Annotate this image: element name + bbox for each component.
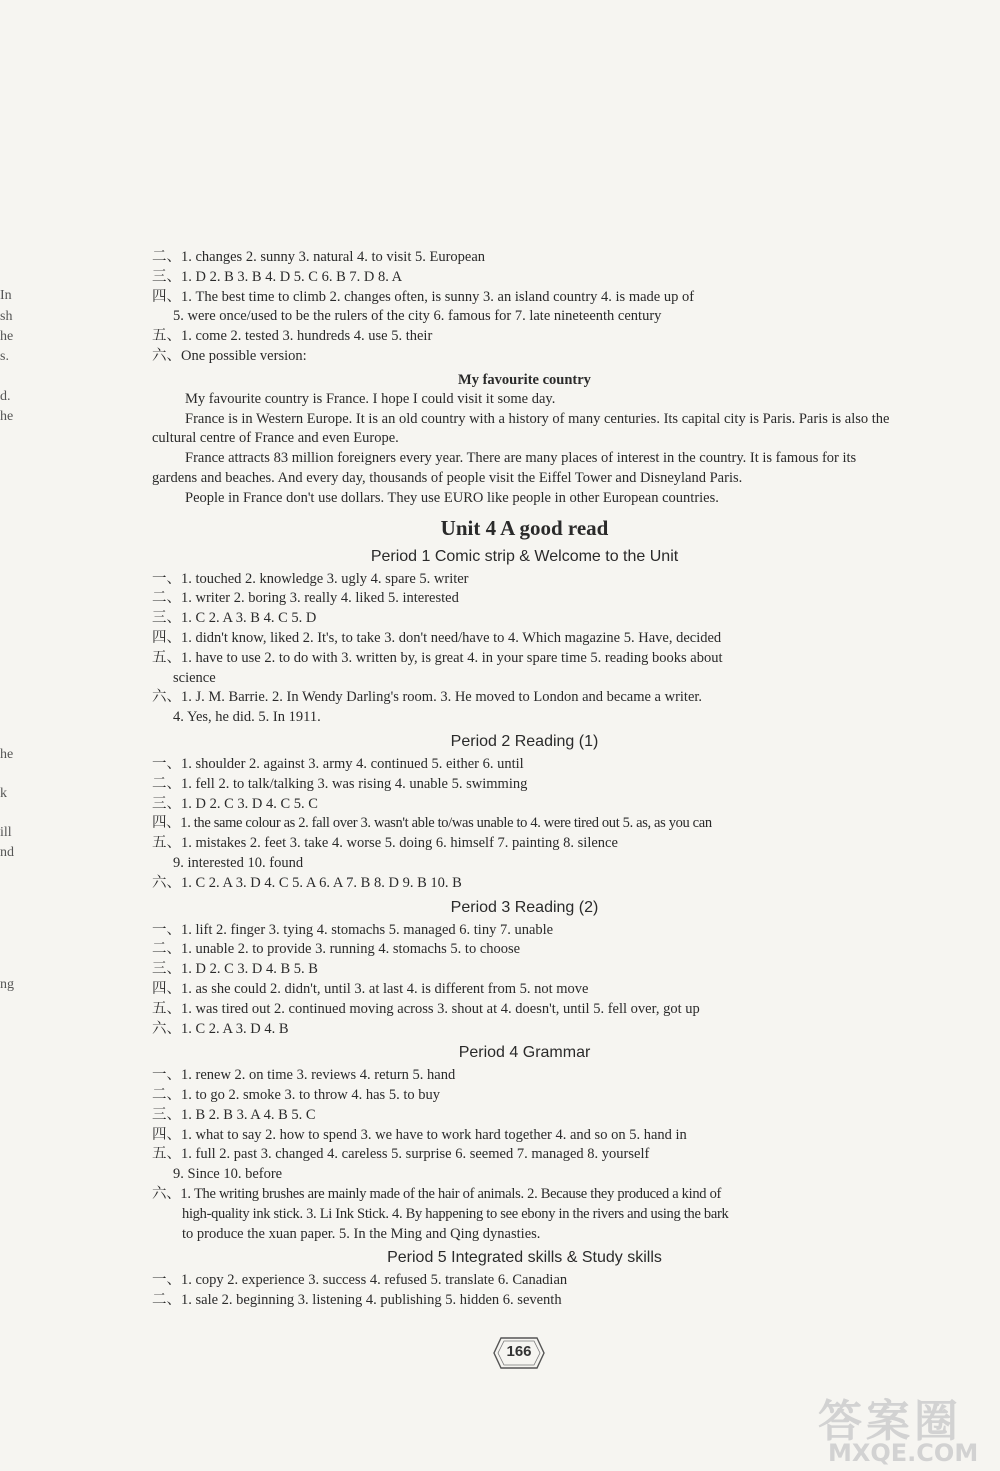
answer-line: 4. Yes, he did. 5. In 1911. <box>173 709 321 726</box>
answer-line: 六、1. J. M. Barrie. 2. In Wendy Darling's room. 3. He moved to London and became a writer. <box>152 689 703 706</box>
edge-fragment: sh <box>0 309 13 324</box>
answer-line: 三、1. D 2. C 3. D 4. B 5. B <box>152 961 318 978</box>
essay-title: My favourite country <box>458 371 591 388</box>
answer-page <box>152 248 897 1311</box>
answer-line: to produce the xuan paper. 5. In the Ming and Qing dynasties. <box>182 1225 541 1242</box>
watermark-logo: 答案圈 <box>818 1396 962 1447</box>
essay-paragraph: People in France don't use dollars. They use EURO like people in other European countries. <box>185 489 719 506</box>
period-2 <box>152 730 897 894</box>
answer-line: 三、1. D 2. B 3. B 4. D 5. C 6. B 7. D 8. A <box>152 268 403 285</box>
answer-line: 三、1. D 2. C 3. D 4. C 5. C <box>152 795 318 812</box>
answer-line: 二、1. to go 2. smoke 3. to throw 4. has 5. to buy <box>152 1087 440 1104</box>
edge-fragment: ill <box>0 825 12 840</box>
answer-line: 一、1. shoulder 2. against 3. army 4. continued 5. either 6. until <box>152 755 524 772</box>
answer-line: 二、1. fell 2. to talk/talking 3. was rising 4. unable 5. swimming <box>152 775 528 792</box>
answer-line: 二、1. writer 2. boring 3. really 4. liked 5. interested <box>152 590 459 607</box>
answer-line: high-quality ink stick. 3. Li Ink Stick. 4. By happening to see ebony in the rivers and using the bark <box>182 1205 729 1222</box>
essay <box>152 371 897 509</box>
answer-line: 五、1. come 2. tested 3. hundreds 4. use 5. their <box>152 328 433 345</box>
period-heading: Period 5 Integrated skills & Study skills <box>387 1249 662 1267</box>
answer-line: 六、One possible version: <box>152 347 307 364</box>
page-number: 166 <box>506 1343 532 1360</box>
section-a <box>152 248 897 367</box>
edge-fragment: he <box>0 329 14 344</box>
edge-fragment: In <box>0 288 12 303</box>
answer-line: 一、1. touched 2. knowledge 3. ugly 4. spare 5. writer <box>152 570 469 587</box>
watermark-url: MXQE.COM <box>828 1439 979 1467</box>
period-heading: Period 1 Comic strip & Welcome to the Unit <box>370 547 679 565</box>
answer-line: 一、1. renew 2. on time 3. reviews 4. return 5. hand <box>152 1067 456 1084</box>
answer-line: science <box>173 669 216 686</box>
edge-fragment: k <box>0 786 7 801</box>
period-heading: Period 3 Reading (2) <box>450 898 599 916</box>
answer-line: 二、1. unable 2. to provide 3. running 4. stomachs 5. to choose <box>152 941 521 958</box>
period-5 <box>152 1246 897 1311</box>
answer-line: 四、1. the same colour as 2. fall over 3. wasn't able to/was unable to 4. were tired out 5. as, as you can <box>152 815 712 832</box>
answer-line: 四、1. The best time to climb 2. changes often, is sunny 3. an island country 4. is made up of <box>152 288 695 305</box>
answer-line: 一、1. lift 2. finger 3. tying 4. stomachs 5. managed 6. tiny 7. unable <box>152 921 554 938</box>
answer-line: 二、1. sale 2. beginning 3. listening 4. publishing 5. hidden 6. seventh <box>152 1292 562 1309</box>
answer-line: 四、1. didn't know, liked 2. It's, to take 3. don't need/have to 4. Which magazine 5. Have, decided <box>152 629 722 646</box>
watermark <box>818 1385 1000 1471</box>
period-3 <box>152 896 897 1040</box>
edge-fragment: ng <box>0 977 14 992</box>
answer-line: 一、1. copy 2. experience 3. success 4. refused 5. translate 6. Canadian <box>152 1272 568 1289</box>
edge-fragment: nd <box>0 845 14 860</box>
answer-line: 四、1. as she could 2. didn't, until 3. at last 4. is different from 5. not move <box>152 980 589 997</box>
answer-line: 六、1. C 2. A 3. D 4. C 5. A 6. A 7. B 8. D 9. B 10. B <box>152 874 462 891</box>
edge-fragment: d. <box>0 389 11 404</box>
edge-fragment: s. <box>0 349 9 364</box>
answer-line: 9. interested 10. found <box>173 854 304 871</box>
answer-line: 9. Since 10. before <box>173 1166 283 1183</box>
answer-line: 五、1. have to use 2. to do with 3. written by, is great 4. in your spare time 5. reading books about <box>152 649 723 666</box>
edge-fragment: he <box>0 409 14 424</box>
answer-line: 二、1. changes 2. sunny 3. natural 4. to visit 5. European <box>152 249 486 265</box>
page-number-badge <box>493 1336 545 1370</box>
essay-paragraph: France is in Western Europe. It is an old country with a history of many centuries. Its capital city is Paris. Paris is also the cultural centre of France and even Europe. <box>152 410 890 447</box>
answer-line: 五、1. full 2. past 3. changed 4. careless 5. surprise 6. seemed 7. managed 8. yourself <box>152 1146 650 1163</box>
essay-paragraph: France attracts 83 million foreigners every year. There are many places of interest in the country. It is famous for its gardens and beaches. And every day, thousands of people visit the Eiffel Tower and Disneyland Paris. <box>152 450 857 486</box>
answer-line: 六、1. The writing brushes are mainly made of the hair of animals. 2. Because they produced a kind of <box>152 1186 722 1203</box>
answer-line: 五、1. was tired out 2. continued moving across 3. shout at 4. doesn't, until 5. fell over, got up <box>152 1000 700 1017</box>
answer-line: 5. were once/used to be the rulers of the city 6. famous for 7. late nineteenth century <box>173 308 662 325</box>
unit-title: Unit 4 A good read <box>440 515 609 540</box>
period-4 <box>152 1041 897 1244</box>
left-edge-fragments <box>0 0 16 1471</box>
answer-line: 五、1. mistakes 2. feet 3. take 4. worse 5. doing 6. himself 7. painting 8. silence <box>152 835 618 852</box>
answer-line: 四、1. what to say 2. how to spend 3. we have to work hard together 4. and so on 5. hand in <box>152 1126 687 1143</box>
essay-paragraph: My favourite country is France. I hope I could visit it some day. <box>185 390 556 407</box>
answer-line: 六、1. C 2. A 3. D 4. B <box>152 1020 289 1037</box>
answer-line: 三、1. B 2. B 3. A 4. B 5. C <box>152 1106 316 1123</box>
period-heading: Period 2 Reading (1) <box>450 732 599 750</box>
answer-line: 三、1. C 2. A 3. B 4. C 5. D <box>152 610 317 627</box>
period-1 <box>152 545 897 728</box>
period-heading: Period 4 Grammar <box>458 1044 591 1062</box>
edge-fragment: he <box>0 747 14 762</box>
